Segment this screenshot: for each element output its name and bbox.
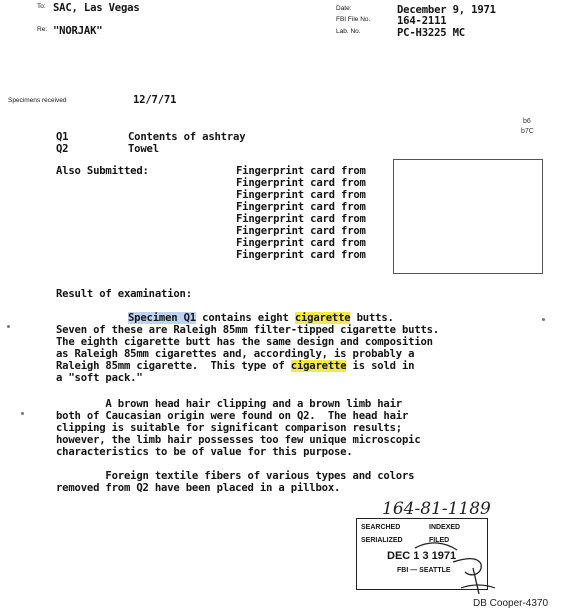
- scan-dot: [542, 318, 545, 321]
- result-p3-line: removed from Q2 have been placed in a pillbox.: [56, 482, 341, 494]
- fingerprint-card-item: Fingerprint card from: [236, 165, 366, 177]
- stamp-searched: SEARCHED: [361, 524, 401, 531]
- re-label: Re:: [37, 26, 48, 33]
- highlight-cigarette: cigarette: [294, 312, 351, 324]
- specimen-desc: Contents of ashtray: [128, 131, 246, 143]
- to-label: To:: [37, 3, 46, 10]
- fingerprint-card-item: Fingerprint card from: [236, 177, 366, 189]
- specimen-id: Q1: [56, 131, 69, 143]
- result-heading: Result of examination:: [56, 288, 192, 300]
- result-p1-line1: Specimen Q1 contains eight cigarette butts.: [128, 312, 394, 324]
- result-p1-line4: as Raleigh 85mm cigarettes and, accordingly, is probably a: [56, 348, 415, 360]
- result-p2-line: A brown head hair clipping and a brown limb hair: [56, 398, 402, 410]
- fingerprint-card-item: Fingerprint card from: [236, 201, 366, 213]
- handwritten-initials: [395, 528, 505, 598]
- specimens-received-date: 12/7/71: [133, 94, 177, 106]
- file-label: FBI File No.: [336, 16, 371, 23]
- to-value: SAC, Las Vegas: [53, 2, 140, 14]
- stamp-indexed: INDEXED: [429, 524, 461, 531]
- scan-dot: [7, 325, 10, 328]
- result-p1-line6: a "soft pack.": [56, 372, 143, 384]
- result-p2-line: both of Caucasian origin were found on Q2. The head hair: [56, 410, 409, 422]
- result-p1-line5: Raleigh 85mm cigarette. This type of cigarette is sold in: [56, 360, 415, 372]
- highlight-cigarette: cigarette: [290, 360, 347, 372]
- also-submitted-label: Also Submitted:: [56, 165, 149, 177]
- scan-dot: [21, 412, 24, 415]
- fingerprint-card-item: Fingerprint card from: [236, 189, 366, 201]
- stamp-serialized: SERIALIZED: [361, 537, 403, 544]
- date-value: December 9, 1971: [397, 4, 496, 16]
- fingerprint-card-item: Fingerprint card from: [236, 213, 366, 225]
- margin-mark-b7c: b7C: [521, 128, 534, 135]
- source-credit: DB Cooper-4370: [473, 598, 549, 609]
- handwritten-file-number: 164-81-1189: [382, 499, 491, 519]
- fingerprint-card-item: Fingerprint card from: [236, 237, 366, 249]
- specimens-received-label: Specimens received: [8, 97, 67, 104]
- specimen-desc: Towel: [128, 143, 159, 155]
- result-p1-line2: Seven of these are Raleigh 85mm filter-tipped cigarette butts.: [56, 324, 440, 336]
- margin-mark-b6: b6: [523, 118, 531, 125]
- date-label: Date:: [336, 5, 352, 12]
- result-p1-line3: The eighth cigarette butt has the same design and composition: [56, 336, 433, 348]
- highlight-specimen-q1: Specimen Q1: [128, 312, 196, 324]
- stamp-office: FBI — SEATTLE: [397, 567, 451, 574]
- file-value: 164-2111: [397, 15, 447, 27]
- fingerprint-card-item: Fingerprint card from: [236, 249, 366, 261]
- fingerprint-card-item: Fingerprint card from: [236, 225, 366, 237]
- result-p2-line: clipping is suitable for significant comparison results;: [56, 422, 402, 434]
- result-p3-line: Foreign textile fibers of various types and colors: [56, 470, 415, 482]
- result-p2-line: characteristics to be of value for this purpose.: [56, 446, 353, 458]
- lab-label: Lab. No.: [336, 28, 361, 35]
- stamp-date: DEC 1 3 1971: [387, 550, 457, 562]
- lab-value: PC-H3225 MC: [397, 27, 465, 39]
- specimen-id: Q2: [56, 143, 69, 155]
- result-p2-line: however, the limb hair possesses too few unique microscopic: [56, 434, 421, 446]
- redaction-box: [393, 159, 543, 274]
- re-value: "NORJAK": [53, 25, 103, 37]
- stamp-filed: FILED: [429, 537, 450, 544]
